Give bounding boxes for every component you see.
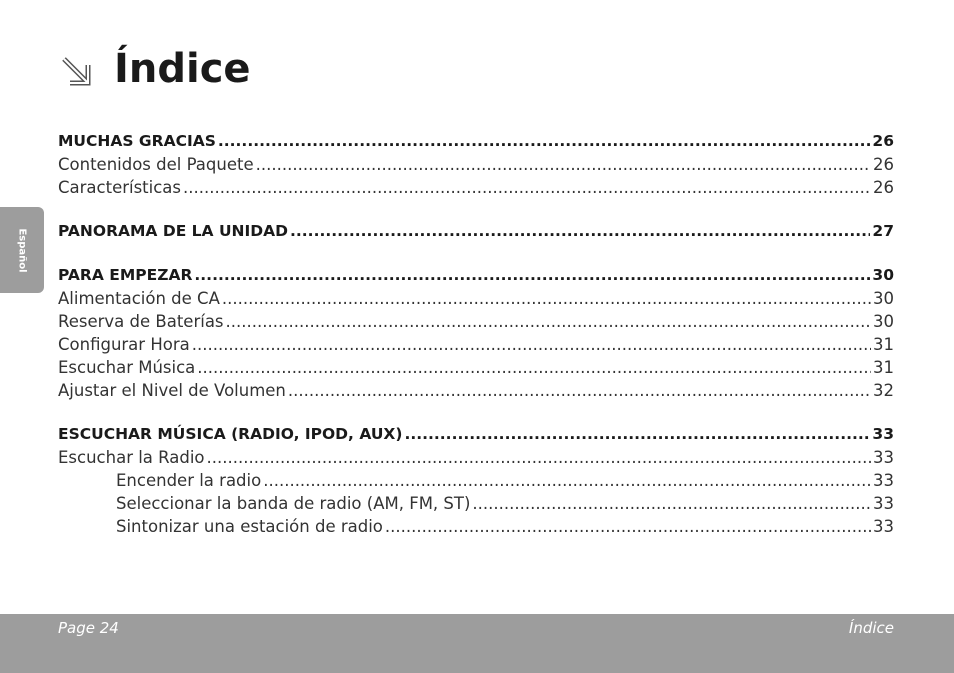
toc-entry (58, 153, 894, 176)
toc-entry-label: Seleccionar la banda de radio (AM, FM, ST) (116, 494, 471, 513)
toc-entry (58, 446, 894, 469)
page-title-row (58, 46, 251, 92)
toc-entry (58, 310, 894, 333)
toc-leader-dots (192, 333, 871, 356)
toc-entry (58, 176, 894, 199)
toc-entry-page: 33 (873, 494, 894, 513)
toc-leader-dots (404, 423, 870, 446)
toc-entry-page: 33 (872, 425, 894, 443)
toc-entry-label: ESCUCHAR MÚSICA (RADIO, IPOD, AUX) (58, 425, 403, 443)
toc-entry-page: 30 (873, 312, 894, 331)
toc-leader-dots (207, 446, 871, 469)
toc-entry (58, 287, 894, 310)
toc-entry-page: 30 (872, 266, 894, 284)
toc-leader-dots (218, 130, 871, 153)
toc-entry-page: 31 (873, 358, 894, 377)
toc-entry (58, 264, 894, 287)
toc-entry-page: 26 (872, 132, 894, 150)
toc-entry-label: Sintonizar una estación de radio (116, 517, 383, 536)
table-of-contents (58, 130, 894, 538)
toc-entry-label: Configurar Hora (58, 335, 190, 354)
toc-entry (58, 333, 894, 356)
toc-entry-label: Encender la radio (116, 471, 262, 490)
toc-entry-label: Características (58, 178, 182, 197)
toc-leader-dots (290, 220, 870, 243)
toc-entry-label: PANORAMA DE LA UNIDAD (58, 222, 289, 240)
toc-leader-dots (385, 515, 871, 538)
toc-entry-label: Escuchar Música (58, 358, 196, 377)
toc-leader-dots (183, 176, 871, 199)
toc-entry (58, 469, 894, 492)
toc-leader-dots (222, 287, 871, 310)
toc-entry-page: 31 (873, 335, 894, 354)
language-side-tab (0, 207, 44, 293)
toc-leader-dots (288, 379, 871, 402)
toc-entry-page: 30 (873, 289, 894, 308)
toc-entry-label: PARA EMPEZAR (58, 266, 193, 284)
toc-entry-page: 32 (873, 381, 894, 400)
arrow-down-right-icon (58, 53, 96, 91)
toc-leader-dots (256, 153, 871, 176)
toc-entry (58, 423, 894, 446)
toc-entry (58, 356, 894, 379)
toc-entry (58, 515, 894, 538)
toc-entry-page: 26 (873, 155, 894, 174)
footer-page-number: Page 24 (58, 619, 119, 637)
page-title: Índice (114, 46, 251, 92)
toc-entry-label: MUCHAS GRACIAS (58, 132, 216, 150)
toc-entry-page: 26 (873, 178, 894, 197)
toc-leader-dots (226, 310, 871, 333)
toc-entry (58, 130, 894, 153)
toc-leader-dots (194, 264, 870, 287)
toc-entry (58, 379, 894, 402)
toc-entry-label: Reserva de Baterías (58, 312, 224, 331)
toc-leader-dots (472, 492, 871, 515)
footer-band (0, 614, 954, 673)
toc-entry (58, 220, 894, 243)
toc-entry-page: 33 (873, 517, 894, 536)
footer-section-name: Índice (848, 619, 894, 637)
toc-entry (58, 492, 894, 515)
toc-entry-label: Escuchar la Radio (58, 448, 205, 467)
toc-leader-dots (197, 356, 871, 379)
toc-entry-page: 33 (873, 471, 894, 490)
language-tab-label: Español (16, 227, 28, 273)
toc-leader-dots (263, 469, 871, 492)
toc-entry-label: Contenidos del Paquete (58, 155, 254, 174)
toc-entry-page: 27 (872, 222, 894, 240)
toc-entry-page: 33 (873, 448, 894, 467)
toc-entry-label: Ajustar el Nivel de Volumen (58, 381, 286, 400)
toc-entry-label: Alimentación de CA (58, 289, 220, 308)
